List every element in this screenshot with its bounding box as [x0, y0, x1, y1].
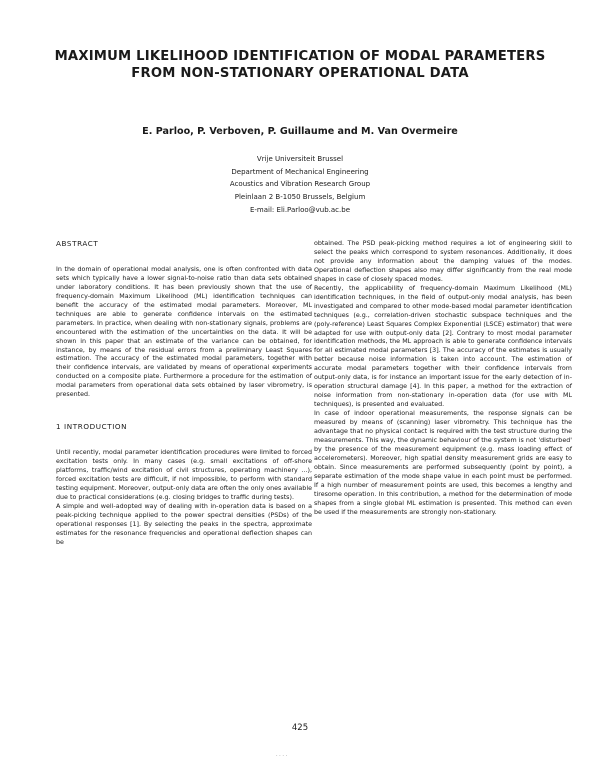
right-column [314, 240, 572, 518]
abstract-paragraph: In the domain of operational modal analysis, one is often confronted with data sets which typically have a lower signal-to-noise ratio than data sets obtained under laboratory conditions. It has been previously shown that the use of frequency-domain Maximum Likelihood (ML) identification techniques can benefit the accuracy of the estimated modal parameters. Moreover, ML techniques are able to generate confidence intervals on the estimated parameters. In practice, when dealing with non-stationary signals, problems are encountered with the estimation of the uncertainties on the data. It will be shown in this paper that an estimate of the variance can be obtained, for instance, by means of the residual errors from a preliminary Least Squares estimation. The accuracy of the estimated modal parameters, together with their confidence intervals, are validated by means of operational experiments conducted on a composite plate. Furthermore a procedure for the estimation of modal parameters from operational data sets obtained by laser vibrometry, is presented. [56, 265, 312, 399]
right-paragraph-1: obtained. The PSD peak-picking method requires a lot of engineering skill to select the peaks which correspond to system resonances. Additionally, it does not provide any information about the damping values of the modes. Operational deflection shapes also may differ significantly from the real mode shapes in case of closely spaced modes. [314, 240, 572, 283]
right-paragraph-3: In case of indoor operational measurements, the response signals can be measured by means of (scanning) laser vibrometry. This technique has the advantage that no physical contact is required with the test structure during the measurements. This way, the dynamic behaviour of the system is not 'disturbed' by the presence of the measurement equipment (e.g. mass loading effect of accelerometers). Moreover, high spatial density measurement grids are easy to obtain. Since measurements are performed subsequently (point by point), a separate estimation of the mode shape value in each point must be performed. If a high number of measurement points are used, this becomes a lengthy and tiresome operation. In this contribution, a method for the determination of mode shapes from a single global ML estimation is presented. This method can even be used if the measurements are strongly non-stationary. [314, 410, 572, 516]
page-number: 425 [291, 723, 309, 733]
introduction-heading: 1 INTRODUCTION [56, 422, 128, 432]
footer-mark: · · · · [276, 753, 288, 759]
authors: E. Parloo, P. Verboven, P. Guillaume and M. Van Overmeire [142, 126, 458, 137]
left-column [56, 240, 312, 548]
title-line-1: MAXIMUM LIKELIHOOD IDENTIFICATION OF MODAL PARAMETERS [54, 49, 546, 64]
affiliation-department: Department of Mechanical Engineering [231, 167, 369, 176]
affiliation-email: E-mail: Eli.Parloo@vub.ac.be [249, 205, 350, 214]
affiliation-university: Vrije Universiteit Brussel [256, 155, 344, 163]
affiliation-address: Pleinlaan 2 B-1050 Brussels, Belgium [234, 193, 366, 202]
paper-title [40, 48, 560, 82]
affiliation-block [150, 153, 450, 217]
title-line-2: FROM NON-STATIONARY OPERATIONAL DATA [131, 66, 469, 81]
abstract-heading: ABSTRACT [56, 239, 99, 248]
right-paragraph-2: Recently, the applicability of frequency-domain Maximum Likelihood (ML) identification techniques, in the field of output-only modal analysis, has been investigated and compared to other mode-based modal parameter identification techniques (e.g., correlation-driven stochastic subspace techniques and the (poly-reference) Least Squares Complex Exponential (LSCE) estimator) that were adapted for use with output-only data [2]. Contrary to most modal parameter identification methods, the ML approach is able to generate confidence intervals for all estimated modal parameters [3]. The accuracy of the estimates is usually better because noise information is taken into account. The estimation of accurate modal parameters together with their confidence intervals from output-only data, is for instance an important issue for the early detection of in-operation structural damage [4]. In this paper, a method for the extraction of noise information from non-stationary in-operation data (for use with ML techniques), is presented and evaluated. [314, 284, 572, 409]
affiliation-group: Acoustics and Vibration Research Group [229, 180, 371, 189]
intro-paragraph-2: A simple and well-adopted way of dealing with in-operation data is based on a peak-picking technique applied to the power spectral densities (PSDs) of the operational responses [1]. By selecting the peaks in the spectra, approximate estimates for the resonance frequencies and operational deflection shapes can be [56, 502, 312, 546]
intro-paragraph-1: Until recently, modal parameter identification procedures were limited to forced excitation tests only. In many cases (e.g. small excitations of off-shore platforms, traffic/wind excitation of civil structures, operating machinery ...), forced excitation tests are difficult, if not impossible, to perform with standard testing equipment. Moreover, output-only data are often the only ones available due to practical considerations (e.g. closing bridges to traffic during tests). [56, 449, 312, 501]
